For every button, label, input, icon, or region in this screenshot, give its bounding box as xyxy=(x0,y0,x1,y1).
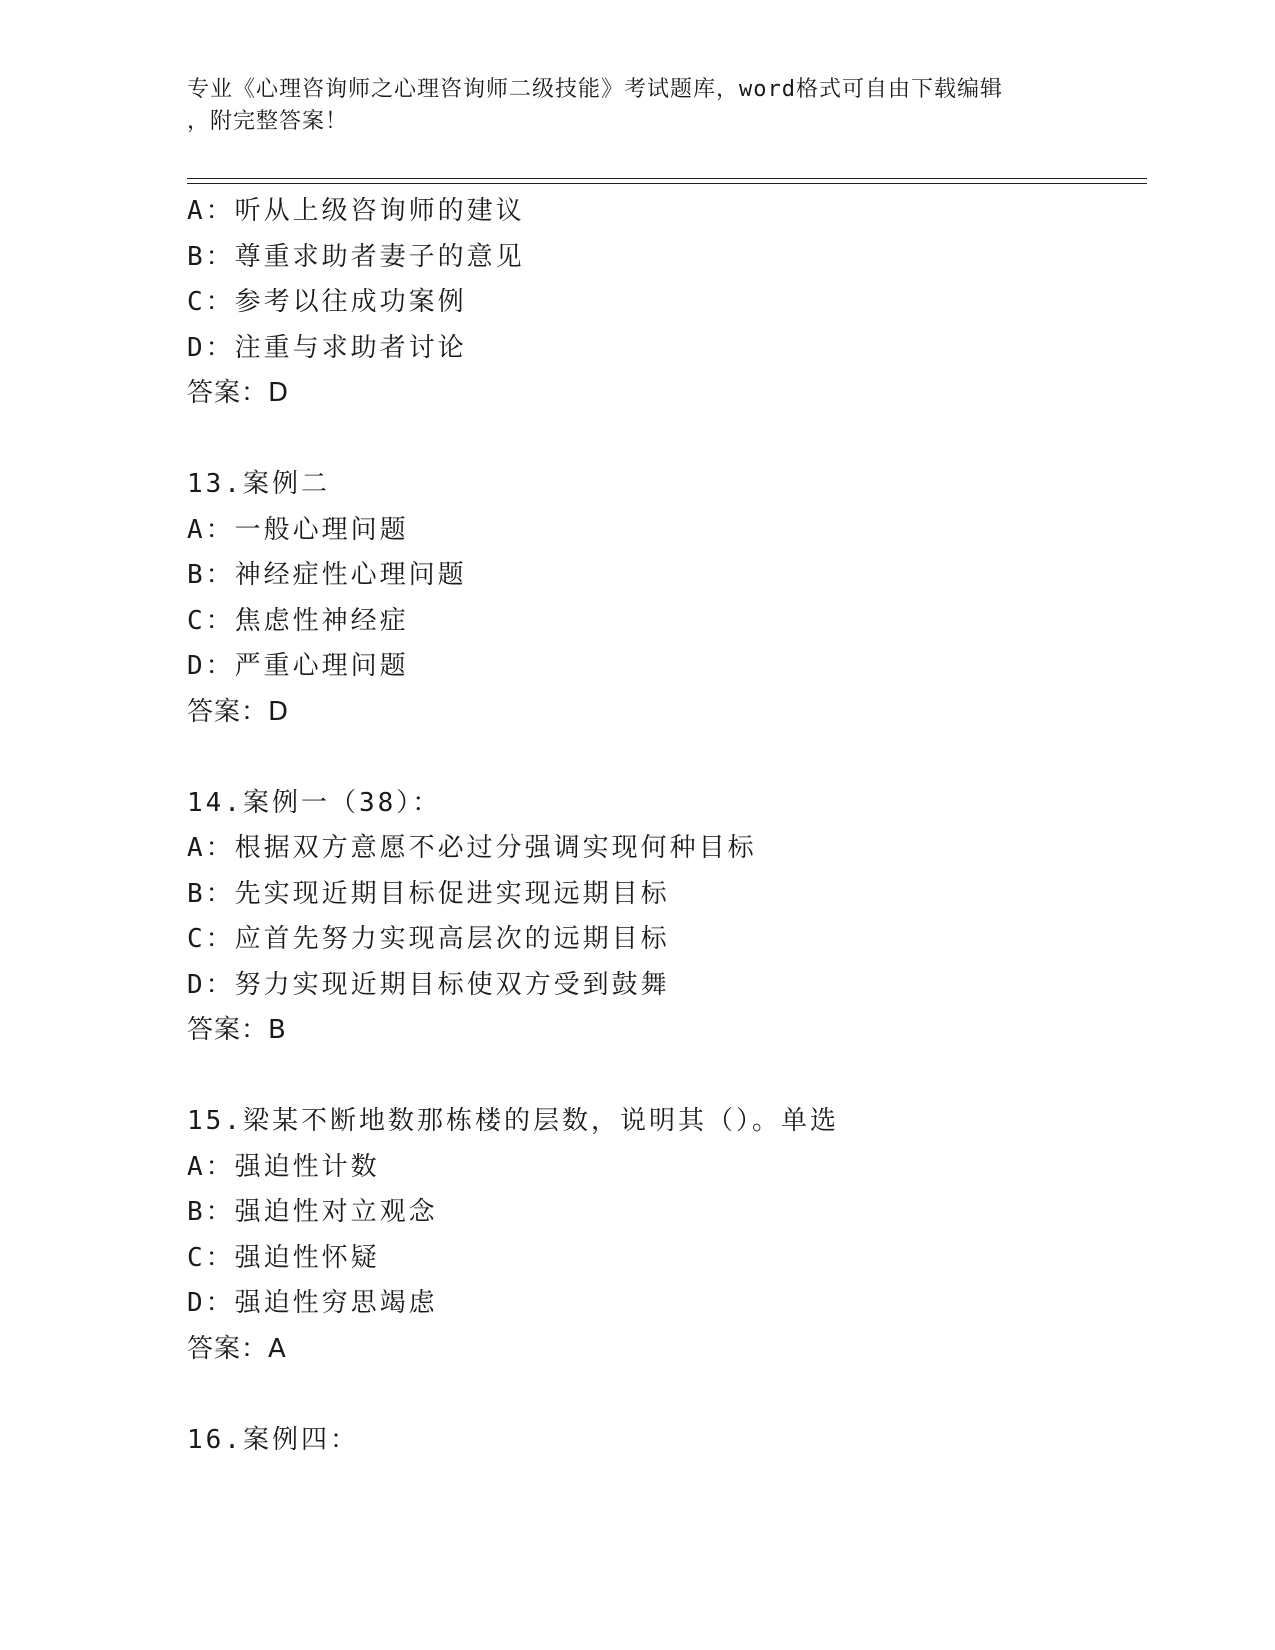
option-c: C：参考以往成功案例 xyxy=(187,287,467,317)
option-b: B：强迫性对立观念 xyxy=(187,1197,438,1227)
option-d: D：严重心理问题 xyxy=(187,651,409,681)
option-b: B：先实现近期目标促进实现远期目标 xyxy=(187,878,670,909)
spacer xyxy=(187,1054,1147,1100)
question-text: 15.梁某不断地数那栋楼的层数，说明其（）。单选 xyxy=(187,1106,839,1136)
header-divider-top xyxy=(187,178,1147,179)
option-d: D：努力实现近期目标使双方受到鼓舞 xyxy=(187,969,670,1000)
answer: 答案：D xyxy=(187,378,290,408)
question-text: 16.案例四： xyxy=(187,1424,359,1455)
option-d: D：强迫性穷思竭虑 xyxy=(187,1288,438,1318)
option-a: A：一般心理问题 xyxy=(187,514,409,545)
question-13 xyxy=(187,462,1147,735)
question-14 xyxy=(187,781,1147,1054)
question-15 xyxy=(187,1099,1147,1372)
option-c: C：强迫性怀疑 xyxy=(187,1242,380,1273)
option-c: C：焦虑性神经症 xyxy=(187,605,409,636)
option-b: B：神经症性心理问题 xyxy=(187,560,467,590)
option-a: A：根据双方意愿不必过分强调实现何种目标 xyxy=(187,833,757,863)
spacer xyxy=(187,1372,1147,1418)
question-12 xyxy=(187,189,1147,417)
option-c: C：应首先努力实现高层次的远期目标 xyxy=(187,924,670,954)
option-a: A：强迫性计数 xyxy=(187,1151,380,1182)
header-line-1: 专业《心理咨询师之心理咨询师二级技能》考试题库，word格式可自由下载编辑 xyxy=(187,77,1003,102)
answer: 答案：A xyxy=(187,1333,287,1364)
question-list xyxy=(187,189,1147,1463)
question-16 xyxy=(187,1418,1147,1464)
question-text: 14.案例一（38）： xyxy=(187,787,442,818)
option-b: B：尊重求助者妻子的意见 xyxy=(187,241,525,272)
answer: 答案：B xyxy=(187,1015,287,1045)
question-text: 13.案例二 xyxy=(187,469,330,499)
answer: 答案：D xyxy=(187,696,290,727)
header-divider-bottom xyxy=(187,183,1147,184)
option-d: D：注重与求助者讨论 xyxy=(187,332,467,363)
option-a: A：听从上级咨询师的建议 xyxy=(187,196,525,226)
spacer xyxy=(187,735,1147,781)
spacer xyxy=(187,417,1147,463)
header-line-2: ，附完整答案！ xyxy=(187,109,349,134)
document-header xyxy=(187,74,1087,138)
